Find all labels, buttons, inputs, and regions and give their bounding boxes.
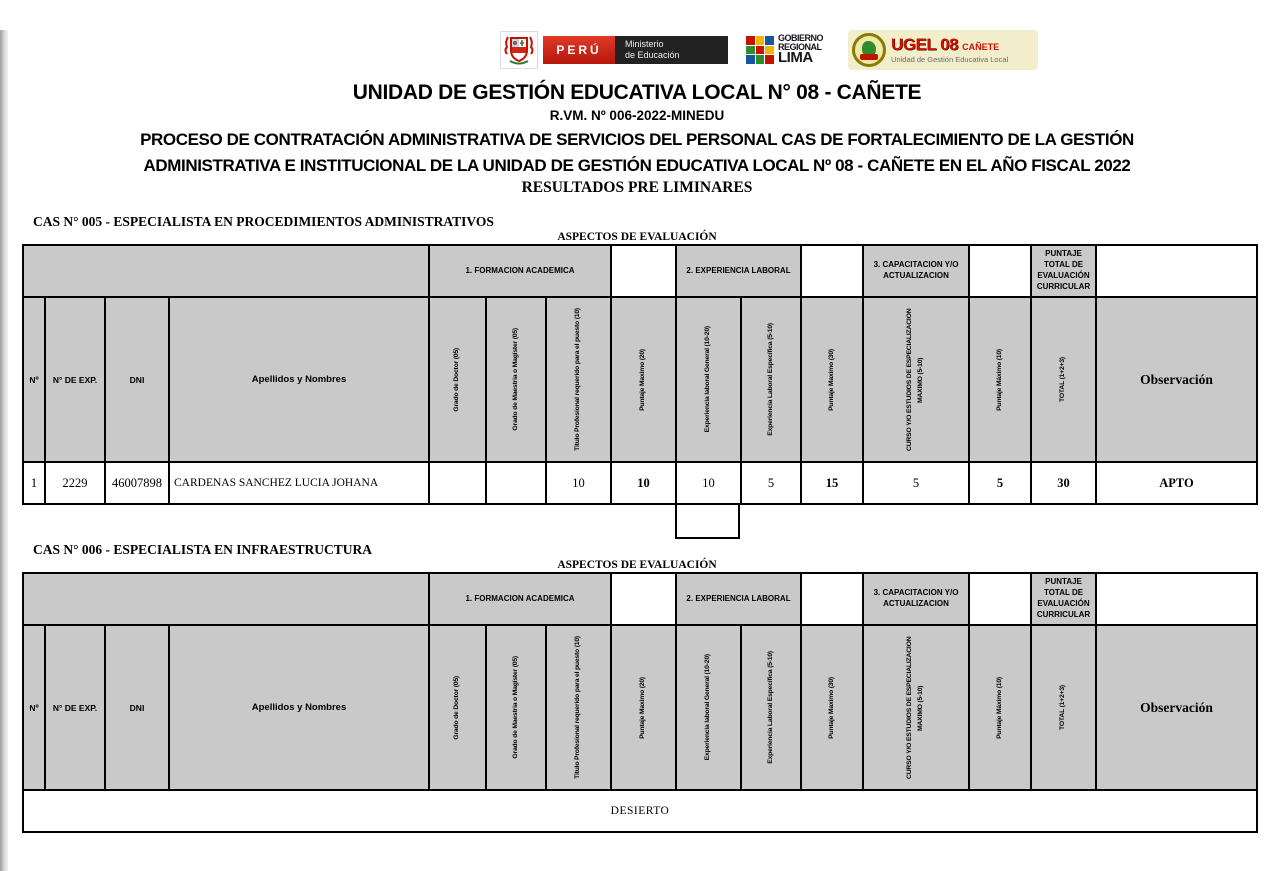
- group-blank-cell: [801, 245, 863, 297]
- gobierno-line3: LIMA: [778, 49, 813, 67]
- evaluation-table-cas-005: [22, 244, 1258, 505]
- col-header-grado-doctor: Grado de Doctor (05): [429, 625, 486, 790]
- ugel-subtitle: Unidad de Gestión Educativa Local: [891, 55, 1009, 65]
- ministerio-line1: Ministerio: [625, 38, 664, 49]
- ugel-name: UGEL 08: [891, 35, 959, 55]
- cell-puntaje-capacitacion: 5: [969, 462, 1031, 504]
- column-header-row: [23, 297, 1257, 462]
- col-header-apellidos-nombres: Apellidos y Nombres: [169, 297, 429, 462]
- group-formacion-academica: 1. FORMACION ACADEMICA: [429, 573, 611, 625]
- cell-experiencia-general: 10: [676, 462, 741, 504]
- peru-wordmark: PERÚ: [543, 36, 615, 64]
- process-description: [8, 127, 1266, 178]
- empty-overflow-cell: [675, 505, 740, 539]
- cell-numero: 1: [23, 462, 45, 504]
- section-title-cas-006: CAS N° 006 - ESPECIALISTA EN INFRAESTRUCTURA: [33, 542, 372, 557]
- coat-of-arms-icon: [504, 34, 534, 66]
- col-header-puntaje-maximo-20: Puntaje Maximo (20): [611, 625, 676, 790]
- group-blank-cell: [23, 245, 429, 297]
- group-header-row: [23, 245, 1257, 297]
- cell-expediente: 2229: [45, 462, 105, 504]
- ugel-emblem-icon: [852, 33, 886, 67]
- document-page: [8, 30, 1266, 833]
- col-header-observacion: Observación: [1096, 625, 1257, 790]
- col-header-dni: DNI: [105, 297, 169, 462]
- group-blank-cell: [969, 573, 1031, 625]
- cell-dni: 46007898: [105, 462, 169, 504]
- column-header-row: [23, 625, 1257, 790]
- col-header-puntaje-maximo-10: Puntaje Máximo (10): [969, 625, 1031, 790]
- col-header-expediente: N° DE EXP.: [45, 297, 105, 462]
- cell-desierto: DESIERTO: [23, 790, 1257, 832]
- col-header-puntaje-maximo-10: Puntaje Máximo (10): [969, 297, 1031, 462]
- peru-coat-of-arms-logo: [500, 31, 538, 69]
- col-header-titulo-profesional: Titulo Profesional requerido para el puesto (10): [546, 297, 611, 462]
- group-blank-cell: [1096, 245, 1257, 297]
- group-header-row: [23, 573, 1257, 625]
- group-puntaje-total: PUNTAJE TOTAL DE EVALUACIÓN CURRICULAR: [1031, 245, 1096, 297]
- gobierno-regional-lima-logo: [746, 34, 823, 65]
- cell-experiencia-especifica: 5: [741, 462, 801, 504]
- group-blank-cell: [23, 573, 429, 625]
- col-header-expediente: N° DE EXP.: [45, 625, 105, 790]
- gobierno-regional-mosaic-icon: [746, 36, 774, 64]
- cell-puntaje-formacion: 10: [611, 462, 676, 504]
- col-header-numero: Nº: [23, 625, 45, 790]
- cell-titulo-profesional: 10: [546, 462, 611, 504]
- col-header-grado-doctor: Grado de Doctor (05): [429, 297, 486, 462]
- ministerio-line2: de Educación: [625, 50, 680, 60]
- col-header-experiencia-especifica: Experiencia Laboral Específica (5-10): [741, 625, 801, 790]
- group-blank-cell: [1096, 573, 1257, 625]
- evaluation-table-cas-006: [22, 572, 1258, 833]
- col-header-grado-maestria: Grado de Maestria o Magíster (05): [486, 625, 546, 790]
- table-caption-cas-006: ASPECTOS DE EVALUACIÓN: [557, 559, 717, 571]
- page-title: UNIDAD DE GESTIÓN EDUCATIVA LOCAL N° 08 - CAÑETE: [352, 81, 922, 104]
- col-header-numero: Nº: [23, 297, 45, 462]
- col-header-grado-maestria: Grado de Maestria o Magíster (05): [486, 297, 546, 462]
- page-edge-strip: [0, 30, 8, 871]
- col-header-total: TOTAL (1+2+3): [1031, 297, 1096, 462]
- cell-apellidos-nombres: CARDENAS SANCHEZ LUCIA JOHANA: [169, 462, 429, 504]
- col-header-titulo-profesional: Titulo Profesional requerido para el puesto (10): [546, 625, 611, 790]
- cell-grado-maestria: [486, 462, 546, 504]
- col-header-puntaje-maximo-30: Puntaje Maximo (30): [801, 625, 863, 790]
- group-blank-cell: [969, 245, 1031, 297]
- col-header-experiencia-especifica: Experiencia Laboral Específica (5-10): [741, 297, 801, 462]
- col-header-experiencia-general: Experiencia laboral General (10-20): [676, 297, 741, 462]
- process-line2: ADMINISTRATIVA E INSTITUCIONAL DE LA UNIDAD DE GESTIÓN EDUCATIVA LOCAL Nº 08 - CAÑETE EN EL AÑO FISCAL 2022: [143, 155, 1131, 175]
- group-blank-cell: [801, 573, 863, 625]
- ugel-logo-text: [891, 36, 1008, 64]
- desierto-row: [23, 790, 1257, 832]
- col-header-total: TOTAL (1+2+3): [1031, 625, 1096, 790]
- section-title-cas-005: CAS N° 005 - ESPECIALISTA EN PROCEDIMIENTOS ADMINISTRATIVOS: [33, 214, 494, 229]
- ugel-region: CAÑETE: [962, 42, 1000, 53]
- resolution-number: R.VM. Nº 006-2022-MINEDU: [549, 108, 725, 123]
- gobierno-line2: REGIONAL: [778, 41, 822, 52]
- group-blank-cell: [611, 573, 676, 625]
- col-header-curso-especializacion: CURSO Y/O ESTUDIOS DE ESPECIALIZACION MAXIMO (5-10): [863, 625, 969, 790]
- col-header-experiencia-general: Experiencia laboral General (10-20): [676, 625, 741, 790]
- col-header-puntaje-maximo-20: Puntaje Maximo (20): [611, 297, 676, 462]
- group-formacion-academica: 1. FORMACION ACADEMICA: [429, 245, 611, 297]
- ugel-08-canete-logo: [848, 30, 1038, 70]
- col-header-puntaje-maximo-30: Puntaje Maximo (30): [801, 297, 863, 462]
- cell-curso-especializacion: 5: [863, 462, 969, 504]
- col-header-observacion: Observación: [1096, 297, 1257, 462]
- group-experiencia-laboral: 2. EXPERIENCIA LABORAL: [676, 245, 801, 297]
- gobierno-regional-text: [778, 34, 823, 65]
- gobierno-line1: GOBIERNO: [778, 33, 824, 44]
- ministerio-educacion-box: [615, 36, 728, 64]
- header-logos: [500, 30, 1266, 70]
- group-experiencia-laboral: 2. EXPERIENCIA LABORAL: [676, 573, 801, 625]
- results-title: RESULTADOS PRE LIMINARES: [521, 179, 753, 196]
- applicant-row: [23, 462, 1257, 504]
- group-puntaje-total: PUNTAJE TOTAL DE EVALUACIÓN CURRICULAR: [1031, 573, 1096, 625]
- cell-puntaje-experiencia: 15: [801, 462, 863, 504]
- col-header-dni: DNI: [105, 625, 169, 790]
- cell-observacion: APTO: [1096, 462, 1257, 504]
- col-header-apellidos-nombres: Apellidos y Nombres: [169, 625, 429, 790]
- group-capacitacion: 3. CAPACITACION Y/O ACTUALIZACION: [863, 245, 969, 297]
- process-line1: PROCESO DE CONTRATACIÓN ADMINISTRATIVA DE SERVICIOS DEL PERSONAL CAS DE FORTALECIMIENTO DE LA GESTIÓN: [140, 130, 1134, 149]
- cell-total: 30: [1031, 462, 1096, 504]
- cell-grado-doctor: [429, 462, 486, 504]
- group-blank-cell: [611, 245, 676, 297]
- table-caption-cas-005: ASPECTOS DE EVALUACIÓN: [557, 231, 717, 243]
- col-header-curso-especializacion: CURSO Y/O ESTUDIOS DE ESPECIALIZACION MAXIMO (5-10): [863, 297, 969, 462]
- group-capacitacion: 3. CAPACITACION Y/O ACTUALIZACION: [863, 573, 969, 625]
